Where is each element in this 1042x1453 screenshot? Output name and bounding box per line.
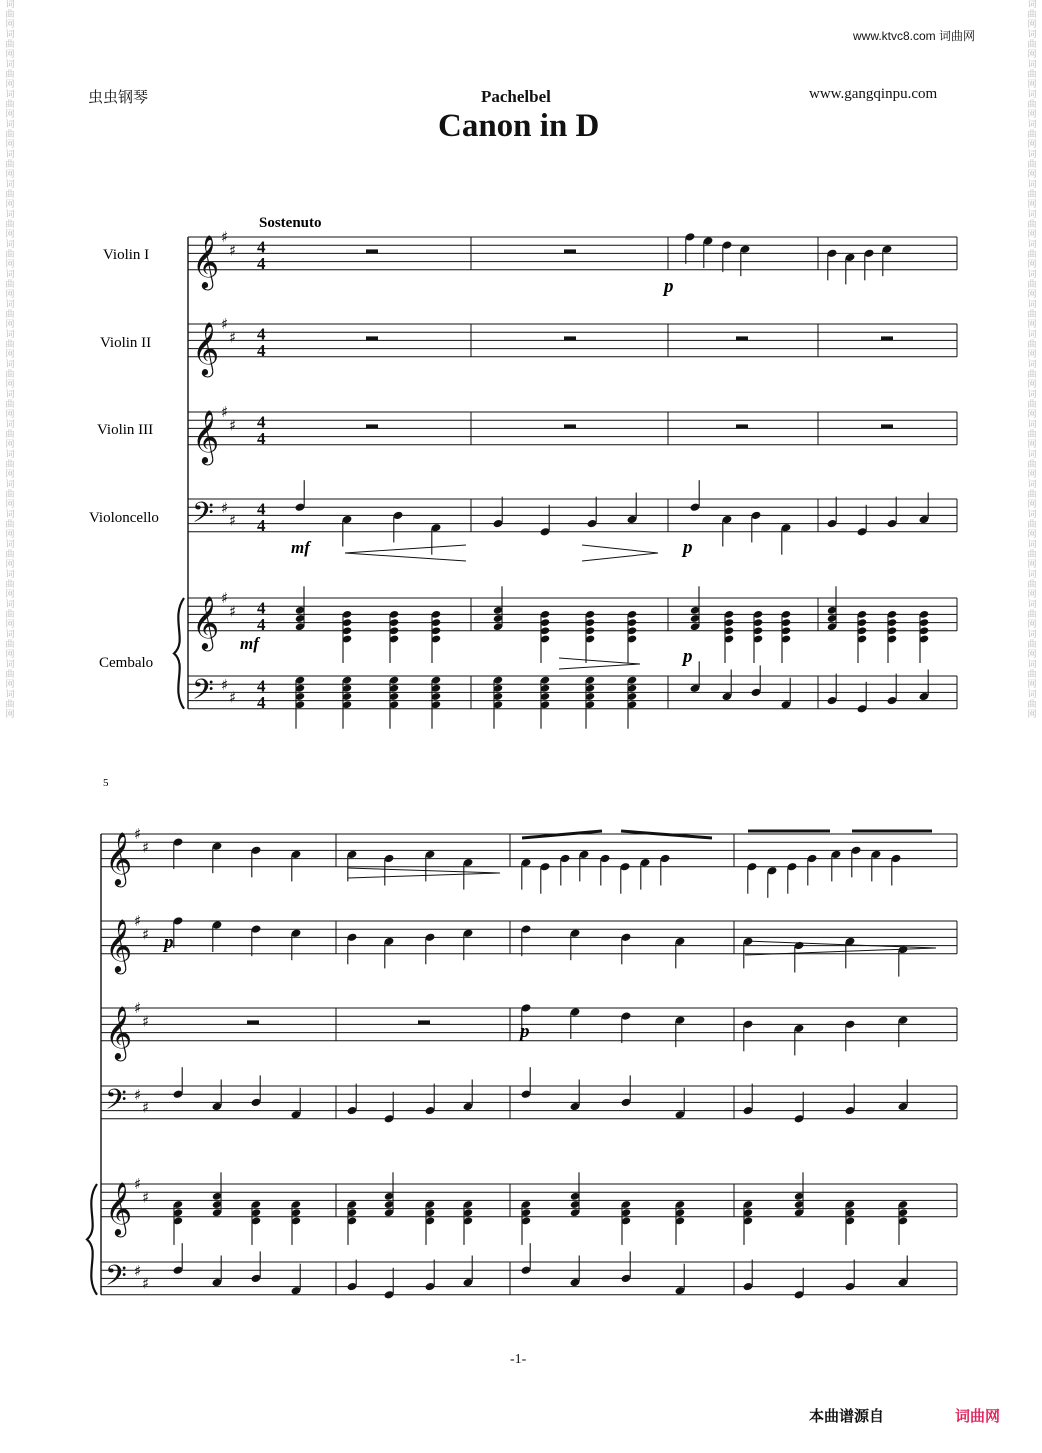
- decrescendo-hairpin: [745, 941, 936, 955]
- treble-clef-icon: 𝄞: [105, 917, 133, 972]
- sharp-icon: ♯: [221, 315, 229, 333]
- sharp-icon: ♯: [142, 1274, 150, 1293]
- whole-rest: [564, 336, 576, 340]
- left-watermark: 词曲网 词曲网 词曲网 词曲网 词曲网 词曲网 词曲网 词曲网 词曲网 词曲网 词曲网 词曲网 词曲网 词曲网 词曲网 词曲网 词曲网 词曲网 词曲网 词曲网 词曲网 词曲网 词曲网 词曲网: [5, 0, 15, 720]
- whole-rest: [366, 249, 378, 253]
- sharp-icon: ♯: [229, 328, 237, 347]
- dynamic-p: p: [683, 646, 693, 667]
- time-signature-bottom: 4: [257, 614, 266, 634]
- whole-rest: [366, 424, 378, 428]
- instrument-label-violin-3: Violin III: [97, 422, 154, 438]
- sharp-icon: ♯: [134, 999, 142, 1017]
- sharp-icon: ♯: [134, 1175, 142, 1193]
- time-signature-top: 4: [257, 676, 266, 696]
- piano-brace: [174, 598, 184, 709]
- time-signature-top: 4: [257, 598, 266, 618]
- notes: [173, 232, 932, 1299]
- instrument-label-violin-2: Violin II: [100, 335, 152, 351]
- time-signature-bottom: 4: [257, 253, 266, 273]
- page-number: -1-: [510, 1352, 527, 1367]
- measure-number: 5: [103, 777, 109, 789]
- sharp-icon: ♯: [221, 676, 229, 695]
- sharp-icon: ♯: [134, 1086, 142, 1105]
- whole-rest: [736, 424, 748, 428]
- treble-clef-icon: 𝄞: [105, 830, 133, 885]
- decrescendo-hairpin: [582, 545, 658, 561]
- whole-rest: [564, 424, 576, 428]
- sharp-icon: ♯: [221, 589, 229, 607]
- sharp-icon: ♯: [221, 499, 229, 518]
- whole-rest: [881, 336, 893, 340]
- sharp-icon: ♯: [229, 241, 237, 260]
- time-signature-top: 4: [257, 412, 266, 432]
- whole-rest: [564, 249, 576, 253]
- dynamic-p: p: [164, 932, 174, 953]
- instrument-label-cembalo: Cembalo: [99, 655, 154, 671]
- sharp-icon: ♯: [142, 925, 150, 944]
- header-site-url[interactable]: www.ktvc8.com: [853, 29, 936, 43]
- bass-clef-icon: 𝄢: [192, 496, 214, 537]
- time-signature-top: 4: [257, 499, 266, 519]
- whole-rest: [736, 336, 748, 340]
- treble-clef-icon: 𝄞: [192, 594, 220, 649]
- treble-clef-icon: 𝄞: [192, 408, 220, 463]
- dynamic-mf: mf: [291, 538, 310, 557]
- website-label[interactable]: www.gangqinpu.com: [809, 86, 938, 102]
- sharp-icon: ♯: [229, 511, 237, 530]
- dynamic-mf: mf: [240, 634, 259, 653]
- piano-brace: [87, 1184, 97, 1295]
- bass-clef-icon: 𝄢: [192, 673, 214, 714]
- sharp-icon: ♯: [142, 1188, 150, 1207]
- footer-source-site[interactable]: 词曲网: [955, 1408, 1001, 1425]
- sharp-icon: ♯: [229, 602, 237, 621]
- decrescendo-hairpin: [348, 868, 500, 878]
- crescendo-hairpin: [345, 545, 466, 561]
- composer-name: Pachelbel: [481, 87, 551, 106]
- header-site-name[interactable]: 词曲网: [939, 29, 976, 43]
- page-title: Canon in D: [438, 108, 600, 144]
- staff-lines: [87, 237, 957, 1295]
- whole-rest: [881, 424, 893, 428]
- time-signature-top: 4: [257, 237, 266, 257]
- treble-clef-icon: 𝄞: [192, 233, 220, 288]
- sharp-icon: ♯: [142, 1098, 150, 1117]
- sharp-icon: ♯: [142, 838, 150, 857]
- sharp-icon: ♯: [229, 688, 237, 707]
- time-signature-bottom: 4: [257, 692, 266, 712]
- time-signature-bottom: 4: [257, 340, 266, 360]
- bass-clef-icon: 𝄢: [105, 1083, 127, 1124]
- instrument-label-violoncello: Violoncello: [89, 510, 159, 526]
- time-signature-top: 4: [257, 324, 266, 344]
- whole-rest: [418, 1020, 430, 1024]
- dynamic-p: p: [683, 537, 693, 558]
- sharp-icon: ♯: [134, 1262, 142, 1281]
- footer-source-label: 本曲谱源自: [809, 1408, 885, 1425]
- bass-clef-icon: 𝄢: [105, 1259, 127, 1300]
- time-signature-bottom: 4: [257, 428, 266, 448]
- sharp-icon: ♯: [134, 912, 142, 930]
- dynamic-p: p: [664, 276, 674, 297]
- treble-clef-icon: 𝄞: [105, 1004, 133, 1059]
- whole-rest: [366, 336, 378, 340]
- instrument-label-violin-1: Violin I: [103, 247, 150, 263]
- sharp-icon: ♯: [229, 416, 237, 435]
- whole-rest: [247, 1020, 259, 1024]
- sharp-icon: ♯: [134, 825, 142, 843]
- tempo-marking: Sostenuto: [259, 215, 322, 231]
- treble-clef-icon: 𝄞: [105, 1180, 133, 1235]
- time-signature-bottom: 4: [257, 515, 266, 535]
- right-watermark: 词曲网 词曲网 词曲网 词曲网 词曲网 词曲网 词曲网 词曲网 词曲网 词曲网 词曲网 词曲网 词曲网 词曲网 词曲网 词曲网 词曲网 词曲网 词曲网 词曲网 词曲网 词曲网 词曲网 词曲网: [1027, 0, 1037, 720]
- publisher-label: 虫虫钢琴: [88, 90, 149, 106]
- treble-clef-icon: 𝄞: [192, 320, 220, 375]
- sharp-icon: ♯: [221, 228, 229, 246]
- clefs: [105, 228, 266, 1300]
- sharp-icon: ♯: [142, 1012, 150, 1031]
- dynamic-p: p: [520, 1021, 530, 1042]
- sharp-icon: ♯: [221, 403, 229, 421]
